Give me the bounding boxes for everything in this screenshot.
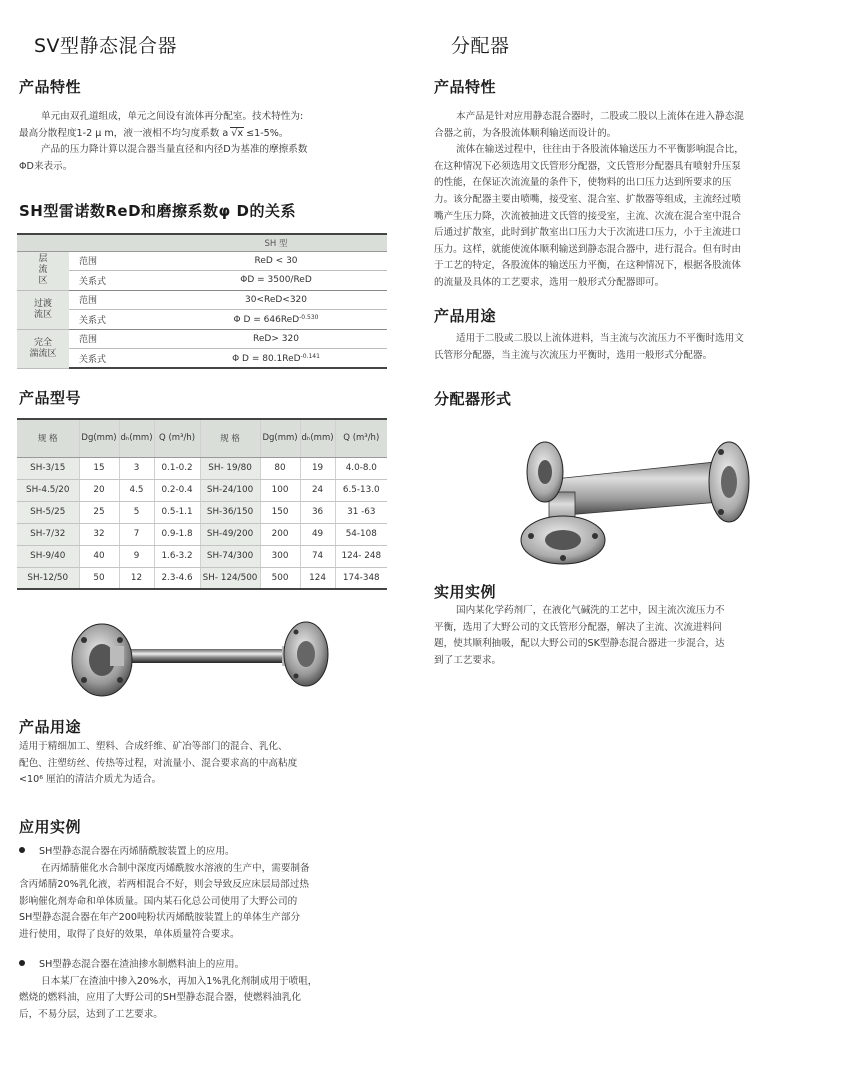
zone-name [17,329,69,368]
table-row [17,545,387,567]
model-heading: 产品型号 [19,389,82,407]
table-cell: 0.1-0.2 [154,457,200,479]
col-header: Q (m³/h) [154,419,200,457]
features-line: ΦD来表示。 [19,160,73,172]
relation-formula: Φ D = 646ReD [233,314,300,325]
table-cell: SH-4.5/20 [17,479,79,501]
features-line: 力。该分配器主要由喷嘴，接受室、混合室、扩散器等组成，主流经过喷 [434,193,741,205]
table-cell: 0.5-1.1 [154,501,200,523]
table-row [17,457,387,479]
left-usage-heading: 产品用途 [19,718,82,736]
table-cell: 50 [79,567,119,589]
table-cell: 500 [260,567,300,589]
case-1 [19,844,391,944]
right-features-heading: 产品特性 [434,78,497,96]
table-cell: SH-7/32 [17,523,79,545]
table-cell: 49 [300,523,335,545]
col-header: Q (m³/h) [335,419,387,457]
sqrt-term: x [237,127,244,139]
table-cell: 74 [300,545,335,567]
col-header: Dg(mm) [260,419,300,457]
features-line: 压力。这样，就能使流体顺利输送到静态混合器中，进行混合。但有时由 [434,243,741,255]
table-cell: 15 [79,457,119,479]
relation-formula: Φ D = 80.1ReD [232,353,301,364]
table-cell: 4.5 [119,479,154,501]
table-cell: 5 [119,501,154,523]
case-line: 影响催化剂寿命和单体质量。国内某石化总公司使用了大野公司的 [19,895,298,907]
case-line: 日本某厂在渣油中掺入20%水，再加入1%乳化剂制成用于喷咀， [41,975,318,987]
table-cell: 150 [260,501,300,523]
relation-label: 关系式 [69,310,165,330]
relation-formula: ΦD = 3500/ReD [240,275,312,286]
features-line: 合器之前，为各股流体顺利输送而设计的。 [434,127,617,139]
table-cell: 32 [79,523,119,545]
table-cell: 31 -63 [335,501,387,523]
right-page-title: 分配器 [451,35,510,57]
zone-name [17,290,69,329]
relation-exponent: -0.530 [299,313,319,321]
bullet-icon [19,847,25,853]
relation-label: 关系式 [69,271,165,291]
case-2 [19,957,391,1023]
table-row [17,501,387,523]
col-header: dₕ(mm) [300,419,335,457]
table-cell: SH-74/300 [200,545,260,567]
distributor-image [515,432,755,572]
table-cell: SH- 124/500 [200,567,260,589]
zone-turbulent: 完全 湍流区 [29,337,57,359]
table-cell: 0.2-0.4 [154,479,200,501]
range-label: 范围 [69,251,165,271]
zone-transition: 过渡 流区 [33,298,52,320]
table-cell: SH-36/150 [200,501,260,523]
features-line: 产品的压力降计算以混合器当量直径和内径D为基准的摩擦系数 [41,144,308,156]
col-header: 规 格 [17,419,79,457]
zone-laminar: 层 流 区 [38,254,48,286]
case-title: SH型静态混合器在渣油掺水制燃料油上的应用。 [39,959,245,970]
table-cell: 1.6-3.2 [154,545,200,567]
table-cell: 4.0-8.0 [335,457,387,479]
table-cell: 100 [260,479,300,501]
usage-line: 氏管形分配器，当主流与次流压力平衡时，选用一般形式分配器。 [434,349,713,361]
case-line: 国内某化学药剂厂，在液化气碱洗的工艺中，因主流次流压力不 [456,605,725,616]
table-cell: SH-9/40 [17,545,79,567]
table-cell: 25 [79,501,119,523]
usage-line: 适用于二股或二股以上流体进料，当主流与次流压力不平衡时选用文 [456,333,744,344]
re-relation-heading: SH型雷诺数ReD和磨擦系数φ D的关系 [19,202,296,220]
case-line: 题，使其顺利抽吸，配以大野公司的SK型静态混合器进一步混合，达 [434,638,725,650]
bullet-icon [19,960,25,966]
sh-mixer-image [70,610,332,704]
table-cell: 0.9-1.8 [154,523,200,545]
case-line: SH型静态混合器在年产200吨粉状丙烯酰胺装置上的单体生产部分 [19,912,301,924]
case-line: 燃烧的燃料油，应用了大野公司的SH型静态混合器，使燃料油乳化 [19,992,301,1004]
table-row [17,523,387,545]
table-cell: 24 [300,479,335,501]
table-cell: SH- 19/80 [200,457,260,479]
range-label: 范围 [69,329,165,349]
range-value: ReD < 30 [165,251,387,271]
table-cell: SH-3/15 [17,457,79,479]
case-line: 到了工艺要求。 [434,654,502,666]
table-cell: SH-49/200 [200,523,260,545]
range-value: ReD> 320 [165,329,387,349]
table-row [17,479,387,501]
table-cell: 7 [119,523,154,545]
table-cell: 124 [300,567,335,589]
model-table-header [17,419,387,457]
table-cell: 54-108 [335,523,387,545]
relation-value [165,349,387,369]
features-line: ≤1-5%。 [246,127,289,139]
case-line: 进行使用，取得了良好的效果，单体质量符合要求。 [19,928,240,940]
range-value: 30<ReD<320 [165,290,387,310]
table-cell: 200 [260,523,300,545]
right-features-text [434,109,830,292]
table-cell: 19 [300,457,335,479]
features-line: 于工艺的特定，各股流体的输送压力平衡，在这种情况下，根据各股流体 [434,260,741,272]
table-cell: SH-24/100 [200,479,260,501]
usage-line: <10⁶ 厘泊的清洁介质尤为适合。 [19,774,162,786]
forms-heading: 分配器形式 [434,390,512,408]
left-page-title: SV型静态混合器 [34,35,178,57]
table-cell: 174-348 [335,567,387,589]
case-title: SH型静态混合器在丙烯腈酰胺装置上的应用。 [39,846,235,857]
left-cases-heading: 应用实例 [19,818,82,836]
case-line: 平衡，选用了大野公司的文氏管形分配器，解决了主流、次流进料问 [434,621,722,633]
col-header: Dg(mm) [79,419,119,457]
table-cell: 12 [119,567,154,589]
table-row [17,567,387,589]
features-line: 在这种情况下必须选用文氏管形分配器，文氏管形分配器具有喷射升压泵 [434,160,741,172]
re-table-header: SH 型 [165,234,387,251]
right-usage-text [434,331,830,364]
table-cell: 2.3-4.6 [154,567,200,589]
table-cell: 300 [260,545,300,567]
range-label: 范围 [69,290,165,310]
left-usage-text [19,739,391,789]
table-cell: 80 [260,457,300,479]
table-cell: 3 [119,457,154,479]
features-line: 最高分散程度1-2 μ m，液一液相不均匀度系数 a [19,127,229,139]
col-header: 规 格 [200,419,260,457]
relation-value [165,310,387,330]
left-features-text: 单元由双孔道组成，单元之间设有流体再分配室。技术特性为: 最高分散程度1-2 μ m，液一液相不均匀度系数 a √x ≤1-5%。 产品的压力降计算以混合器当量直径和内径D为基准的摩擦系数 ΦD来表示。 [19,111,308,172]
relation-label: 关系式 [69,349,165,369]
table-cell: 40 [79,545,119,567]
usage-line: 配色、注塑纺丝、传热等过程，对流量小、混合要求高的中高粘度 [19,757,298,769]
features-line: 嘴产生压力降，次流被抽进文氏管的接受室，主流、次流在混合室中混合 [434,210,741,222]
table-cell: SH-5/25 [17,501,79,523]
table-cell: 20 [79,479,119,501]
right-usage-heading: 产品用途 [434,307,497,325]
relation-exponent: -0.141 [300,352,320,360]
features-line: 流体在输送过程中，往往由于各股流体输送压力不平衡影响混合比， [456,144,744,156]
zone-name [17,251,69,290]
left-features-heading: 产品特性 [19,78,82,96]
re-friction-table [17,233,387,369]
features-line: 的性能，在保证次流流量的条件下，使物料的出口压力达到所要求的压 [434,177,732,189]
model-table [17,418,387,590]
features-line: 本产品是针对应用静态混合器时，二股或二股以上流体在进入静态混 [456,111,744,122]
case-line: 在丙烯腈催化水合制中深度丙烯酰胺水溶液的生产中，需要制备 [41,862,310,874]
features-line: 后通过扩散室，此时到扩散室出口压力大于次流进口压力，小于主流进口 [434,227,741,239]
table-cell: 124- 248 [335,545,387,567]
usage-line: 适用于精细加工、塑料、合成纤维、矿冶等部门的混合、乳化、 [19,741,288,752]
table-cell: 6.5-13.0 [335,479,387,501]
table-cell: 9 [119,545,154,567]
right-cases-text [434,603,830,669]
col-header: dₕ(mm) [119,419,154,457]
relation-value [165,271,387,291]
features-line: 单元由双孔道组成，单元之间设有流体再分配室。技术特性为: [41,111,304,122]
table-cell: SH-12/50 [17,567,79,589]
case-line: 含丙烯腈20%乳化液，若两相混合不好，则会导致反应床层局部过热 [19,879,309,891]
right-cases-heading: 实用实例 [434,583,497,601]
case-line: 后，不易分层，达到了工艺要求。 [19,1008,163,1020]
table-cell: 36 [300,501,335,523]
features-line: 的流量及具体的工艺要求，选用一般形式分配器即可。 [434,276,665,288]
